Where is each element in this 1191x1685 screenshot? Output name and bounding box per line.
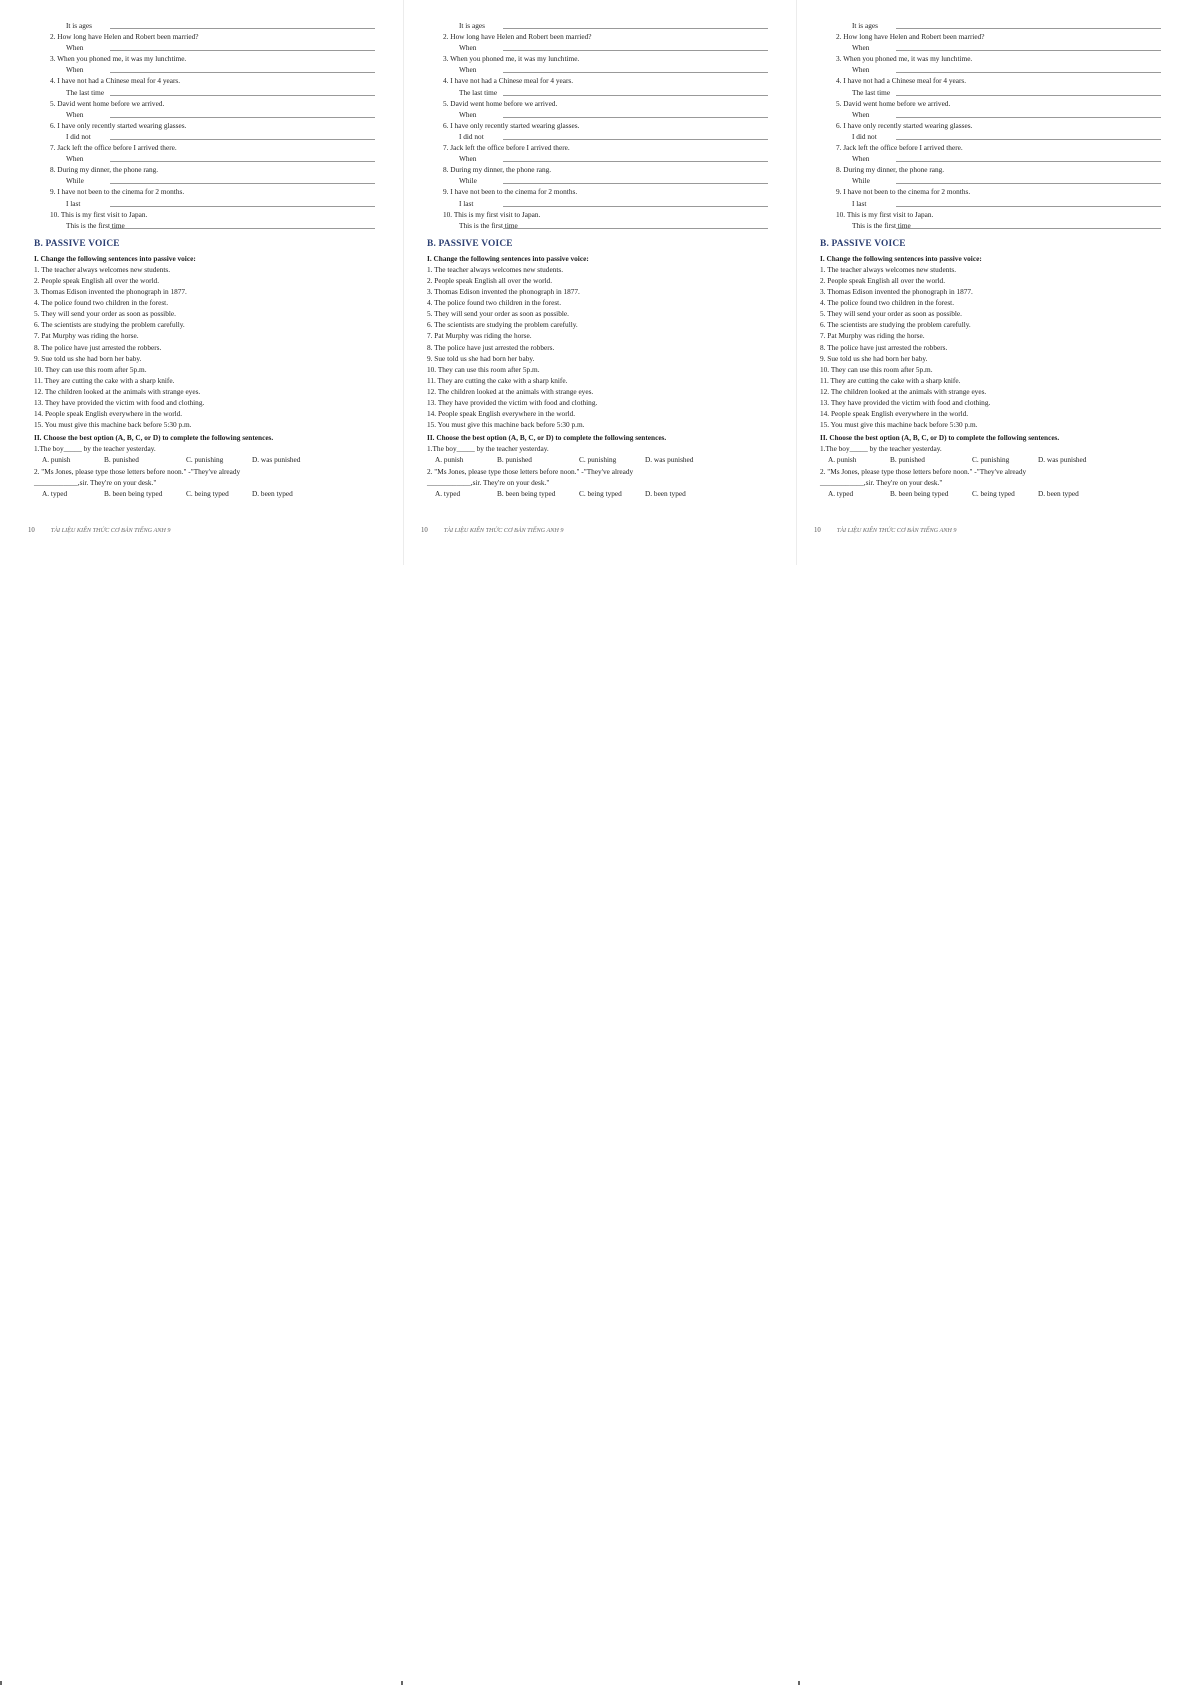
answer-option: B. been being typed <box>497 488 556 498</box>
book-title: TÀI LIỆU KIẾN THỨC CƠ BẢN TIẾNG ANH 9 <box>836 527 957 534</box>
line-text: 3. When you phoned me, it was my lunchtime. <box>50 54 187 64</box>
answer-options <box>808 488 1173 499</box>
answer-line <box>808 109 1173 120</box>
exercise-item: 12. The children looked at the animals with strange eyes. <box>820 386 987 396</box>
line-text: It is ages <box>852 21 878 30</box>
answer-line <box>808 131 1173 142</box>
exercise-item: 8. The police have just arrested the robbers. <box>34 342 162 352</box>
question: 2. "Ms Jones, please type those letters before noon." -"They've already <box>820 466 1027 476</box>
line-text: 9. I have not been to the cinema for 2 months. <box>836 187 971 197</box>
line-text: When <box>852 43 870 53</box>
line-text: 4. I have not had a Chinese meal for 4 years. <box>836 76 967 86</box>
exercise-heading: I. Change the following sentences into passive voice: <box>427 253 589 263</box>
answer-blank <box>503 206 768 207</box>
exercise-item: 7. Pat Murphy was riding the horse. <box>820 331 925 341</box>
page-footer <box>22 525 387 536</box>
rewrite-sentence <box>22 164 387 175</box>
line-text: I last <box>459 198 474 208</box>
answer-option: B. been being typed <box>890 488 949 498</box>
rewrite-sentence <box>415 31 780 42</box>
answer-line <box>415 42 780 53</box>
answer-line <box>415 175 780 186</box>
exercise-item: 12. The children looked at the animals with strange eyes. <box>34 386 201 396</box>
exercise-heading: I. Change the following sentences into passive voice: <box>34 253 196 263</box>
answer-line <box>415 64 780 75</box>
rewrite-sentence <box>22 75 387 86</box>
answer-option: A. punish <box>828 455 857 465</box>
line-text: 5. David went home before we arrived. <box>836 98 951 108</box>
line-text: When <box>459 65 477 75</box>
line-text: While <box>852 176 870 186</box>
answer-line <box>22 87 387 98</box>
answer-blank <box>503 117 768 118</box>
page-number: 10 <box>421 527 428 534</box>
exercise-item: 5. They will send your order as soon as possible. <box>427 309 569 319</box>
rewrite-sentence <box>415 186 780 197</box>
exercise-item: 2. People speak English all over the world. <box>820 275 946 285</box>
answer-line <box>22 131 387 142</box>
exercise-item: 1. The teacher always welcomes new students. <box>427 264 564 274</box>
exercise-item: 2. People speak English all over the world. <box>34 275 160 285</box>
rewrite-sentence <box>22 31 387 42</box>
line-text: I did not <box>852 131 877 141</box>
line-text: While <box>459 176 477 186</box>
exercise-item: 11. They are cutting the cake with a sharp knife. <box>427 375 568 385</box>
line-text: 4. I have not had a Chinese meal for 4 years. <box>443 76 574 86</box>
answer-options <box>22 488 387 499</box>
exercise-heading: II. Choose the best option (A, B, C, or D) to complete the following sentences. <box>427 433 667 443</box>
line-text: The last time <box>852 87 891 97</box>
book-title: TÀI LIỆU KIẾN THỨC CƠ BẢN TIẾNG ANH 9 <box>443 527 564 534</box>
exercise-item: 5. They will send your order as soon as possible. <box>34 309 176 319</box>
line-text: When <box>66 65 84 75</box>
rewrite-sentence <box>22 98 387 109</box>
line-text: 6. I have only recently started wearing glasses. <box>443 120 580 130</box>
exercise-item: 4. The police found two children in the forest. <box>34 298 169 308</box>
exercise-item: 4. The police found two children in the forest. <box>820 298 955 308</box>
page-number: 10 <box>814 527 821 534</box>
exercise-item: 9. Sue told us she had born her baby. <box>34 353 142 363</box>
answer-blank <box>110 161 375 162</box>
answer-blank <box>503 183 768 184</box>
rewrite-sentence <box>415 164 780 175</box>
exercise-item: 6. The scientists are studying the problem carefully. <box>427 320 578 330</box>
rewrite-sentence <box>415 142 780 153</box>
answer-options <box>415 454 780 465</box>
answer-blank <box>110 95 375 96</box>
answer-blank <box>110 72 375 73</box>
exercise-item: 1. The teacher always welcomes new students. <box>34 264 171 274</box>
answer-option: D. been typed <box>645 488 686 498</box>
line-text: It is ages <box>66 21 92 30</box>
exercise-heading: II. Choose the best option (A, B, C, or D) to complete the following sentences. <box>820 433 1060 443</box>
line-text: 5. David went home before we arrived. <box>443 98 558 108</box>
line-text: 3. When you phoned me, it was my lunchtime. <box>836 54 973 64</box>
exercise-item: 10. They can use this room after 5p.m. <box>820 364 933 374</box>
answer-option: D. was punished <box>1038 455 1087 465</box>
answer-line <box>808 220 1173 231</box>
section-title: B. PASSIVE VOICE <box>427 238 513 249</box>
line-text: When <box>852 109 870 119</box>
answer-option: A. punish <box>42 455 71 465</box>
line-text: 4. I have not had a Chinese meal for 4 years. <box>50 76 181 86</box>
question: 1.The boy_____ by the teacher yesterday. <box>34 444 156 454</box>
question: 1.The boy_____ by the teacher yesterday. <box>820 444 942 454</box>
section-title: B. PASSIVE VOICE <box>820 238 906 249</box>
answer-blank <box>896 95 1161 96</box>
line-text: While <box>66 176 84 186</box>
exercise-item: 3. Thomas Edison invented the phonograph in 1877. <box>34 287 187 297</box>
question-continued: ____________,sir. They're on your desk." <box>34 477 157 487</box>
answer-line <box>22 109 387 120</box>
exercise-heading: II. Choose the best option (A, B, C, or D) to complete the following sentences. <box>34 433 274 443</box>
answer-blank <box>503 95 768 96</box>
line-text: 9. I have not been to the cinema for 2 months. <box>50 187 185 197</box>
answer-blank <box>896 28 1161 29</box>
answer-blank <box>110 228 375 229</box>
answer-blank <box>896 50 1161 51</box>
answer-blank <box>896 183 1161 184</box>
line-text: This is the first time <box>459 220 518 230</box>
answer-option: A. typed <box>42 488 68 498</box>
line-text: I did not <box>66 131 91 141</box>
page-footer <box>415 525 780 536</box>
page-footer <box>808 525 1173 536</box>
rewrite-sentence <box>415 209 780 220</box>
rewrite-sentence <box>808 209 1173 220</box>
line-text: It is ages <box>459 21 485 30</box>
exercise-item: 15. You must give this machine back before 5:30 p.m. <box>820 420 978 430</box>
answer-blank <box>896 228 1161 229</box>
line-text: I last <box>852 198 867 208</box>
exercise-item: 5. They will send your order as soon as possible. <box>820 309 962 319</box>
line-text: The last time <box>459 87 498 97</box>
answer-blank <box>503 139 768 140</box>
rewrite-sentence <box>22 142 387 153</box>
rewrite-sentence <box>415 120 780 131</box>
line-text: 5. David went home before we arrived. <box>50 98 165 108</box>
line-text: 6. I have only recently started wearing glasses. <box>50 120 187 130</box>
answer-blank <box>503 161 768 162</box>
worksheet-page-2 <box>415 0 780 565</box>
exercise-item: 15. You must give this machine back before 5:30 p.m. <box>427 420 585 430</box>
answer-option: B. been being typed <box>104 488 163 498</box>
answer-option: C. being typed <box>186 488 229 498</box>
line-text: When <box>852 154 870 164</box>
section-title: B. PASSIVE VOICE <box>34 238 120 249</box>
line-text: This is the first time <box>66 220 125 230</box>
line-text: 7. Jack left the office before I arrived there. <box>50 143 177 153</box>
answer-option: C. punishing <box>186 455 224 465</box>
line-text: 2. How long have Helen and Robert been married? <box>443 32 592 42</box>
exercise-item: 4. The police found two children in the forest. <box>427 298 562 308</box>
rewrite-sentence <box>808 98 1173 109</box>
line-text: The last time <box>66 87 105 97</box>
rewrite-sentence <box>415 75 780 86</box>
exercise-item: 2. People speak English all over the world. <box>427 275 553 285</box>
answer-blank <box>503 28 768 29</box>
line-text: I did not <box>459 131 484 141</box>
answer-blank <box>896 206 1161 207</box>
exercise-item: 10. They can use this room after 5p.m. <box>34 364 147 374</box>
answer-option: B. punished <box>104 455 139 465</box>
answer-option: B. punished <box>890 455 925 465</box>
line-text: When <box>459 154 477 164</box>
question: 1.The boy_____ by the teacher yesterday. <box>427 444 549 454</box>
answer-option: D. was punished <box>645 455 694 465</box>
exercise-item: 11. They are cutting the cake with a sharp knife. <box>820 375 961 385</box>
page-edge-mark <box>798 1681 800 1685</box>
answer-line <box>415 153 780 164</box>
exercise-item: 7. Pat Murphy was riding the horse. <box>34 331 139 341</box>
line-text: 7. Jack left the office before I arrived there. <box>836 143 963 153</box>
answer-line <box>808 198 1173 209</box>
answer-blank <box>896 161 1161 162</box>
answer-line <box>22 153 387 164</box>
rewrite-sentence <box>22 53 387 64</box>
line-text: 10. This is my first visit to Japan. <box>836 209 934 219</box>
answer-option: A. typed <box>828 488 854 498</box>
exercise-item: 9. Sue told us she had born her baby. <box>820 353 928 363</box>
answer-line <box>22 220 387 231</box>
rewrite-sentence <box>808 142 1173 153</box>
rewrite-sentence <box>808 31 1173 42</box>
line-text: 6. I have only recently started wearing glasses. <box>836 120 973 130</box>
answer-line <box>808 153 1173 164</box>
answer-blank <box>110 28 375 29</box>
exercise-item: 11. They are cutting the cake with a sharp knife. <box>34 375 175 385</box>
exercise-item: 10. They can use this room after 5p.m. <box>427 364 540 374</box>
worksheet-page-1 <box>22 0 387 565</box>
line-text: 3. When you phoned me, it was my lunchtime. <box>443 54 580 64</box>
book-title: TÀI LIỆU KIẾN THỨC CƠ BẢN TIẾNG ANH 9 <box>50 527 171 534</box>
answer-options <box>22 454 387 465</box>
page-edge-mark <box>0 1681 2 1685</box>
answer-line <box>808 175 1173 186</box>
exercise-item: 14. People speak English everywhere in the world. <box>34 409 183 419</box>
answer-blank <box>110 139 375 140</box>
answer-line <box>415 87 780 98</box>
question-continued: ____________,sir. They're on your desk." <box>820 477 943 487</box>
line-text: When <box>66 109 84 119</box>
exercise-item: 3. Thomas Edison invented the phonograph in 1877. <box>427 287 580 297</box>
line-text: 10. This is my first visit to Japan. <box>50 209 148 219</box>
line-text: 9. I have not been to the cinema for 2 months. <box>443 187 578 197</box>
answer-blank <box>503 228 768 229</box>
exercise-item: 13. They have provided the victim with food and clothing. <box>34 398 205 407</box>
answer-line <box>808 42 1173 53</box>
answer-blank <box>896 72 1161 73</box>
answer-line <box>808 20 1173 31</box>
answer-line <box>808 87 1173 98</box>
answer-option: C. being typed <box>972 488 1015 498</box>
answer-line <box>808 64 1173 75</box>
exercise-item: 13. They have provided the victim with food and clothing. <box>820 398 991 407</box>
answer-blank <box>896 139 1161 140</box>
line-text: When <box>852 65 870 75</box>
answer-options <box>808 454 1173 465</box>
exercise-item: 8. The police have just arrested the robbers. <box>820 342 948 352</box>
answer-option: A. punish <box>435 455 464 465</box>
exercise-item: 6. The scientists are studying the problem carefully. <box>34 320 185 330</box>
page-edge-mark <box>401 1681 403 1685</box>
answer-option: D. been typed <box>252 488 293 498</box>
rewrite-sentence <box>808 75 1173 86</box>
rewrite-sentence <box>415 53 780 64</box>
line-text: 10. This is my first visit to Japan. <box>443 209 541 219</box>
worksheet-page-3 <box>808 0 1173 565</box>
rewrite-sentence <box>22 186 387 197</box>
exercise-item: 6. The scientists are studying the problem carefully. <box>820 320 971 330</box>
answer-line <box>22 20 387 31</box>
line-text: When <box>459 43 477 53</box>
exercise-item: 7. Pat Murphy was riding the horse. <box>427 331 532 341</box>
answer-option: C. punishing <box>579 455 617 465</box>
line-text: 8. During my dinner, the phone rang. <box>836 165 945 175</box>
answer-blank <box>896 117 1161 118</box>
line-text: I last <box>66 198 81 208</box>
exercise-item: 15. You must give this machine back before 5:30 p.m. <box>34 420 192 430</box>
line-text: When <box>459 109 477 119</box>
rewrite-sentence <box>808 186 1173 197</box>
question: 2. "Ms Jones, please type those letters before noon." -"They've already <box>34 466 241 476</box>
line-text: 2. How long have Helen and Robert been married? <box>50 32 199 42</box>
answer-line <box>415 109 780 120</box>
answer-blank <box>110 117 375 118</box>
answer-line <box>22 198 387 209</box>
answer-option: C. being typed <box>579 488 622 498</box>
line-text: 7. Jack left the office before I arrived there. <box>443 143 570 153</box>
answer-line <box>22 175 387 186</box>
exercise-item: 1. The teacher always welcomes new students. <box>820 264 957 274</box>
answer-option: A. typed <box>435 488 461 498</box>
rewrite-sentence <box>808 164 1173 175</box>
answer-option: D. been typed <box>1038 488 1079 498</box>
line-text: When <box>66 43 84 53</box>
answer-option: D. was punished <box>252 455 301 465</box>
answer-line <box>415 220 780 231</box>
answer-blank <box>110 183 375 184</box>
answer-line <box>415 131 780 142</box>
exercise-item: 13. They have provided the victim with food and clothing. <box>427 398 598 407</box>
answer-blank <box>110 50 375 51</box>
line-text: 8. During my dinner, the phone rang. <box>50 165 159 175</box>
answer-blank <box>503 50 768 51</box>
answer-line <box>22 42 387 53</box>
rewrite-sentence <box>415 98 780 109</box>
question-continued: ____________,sir. They're on your desk." <box>427 477 550 487</box>
answer-option: B. punished <box>497 455 532 465</box>
exercise-item: 9. Sue told us she had born her baby. <box>427 353 535 363</box>
line-text: 8. During my dinner, the phone rang. <box>443 165 552 175</box>
rewrite-sentence <box>808 120 1173 131</box>
exercise-heading: I. Change the following sentences into passive voice: <box>820 253 982 263</box>
column-divider <box>796 0 797 565</box>
rewrite-sentence <box>22 209 387 220</box>
line-text: When <box>66 154 84 164</box>
answer-line <box>22 64 387 75</box>
answer-option: C. punishing <box>972 455 1010 465</box>
line-text: 2. How long have Helen and Robert been married? <box>836 32 985 42</box>
line-text: This is the first time <box>852 220 911 230</box>
column-divider <box>403 0 404 565</box>
exercise-item: 14. People speak English everywhere in the world. <box>820 409 969 419</box>
answer-blank <box>110 206 375 207</box>
exercise-item: 14. People speak English everywhere in the world. <box>427 409 576 419</box>
exercise-item: 3. Thomas Edison invented the phonograph in 1877. <box>820 287 973 297</box>
answer-line <box>415 198 780 209</box>
answer-line <box>415 20 780 31</box>
question: 2. "Ms Jones, please type those letters before noon." -"They've already <box>427 466 634 476</box>
exercise-item: 8. The police have just arrested the robbers. <box>427 342 555 352</box>
answer-options <box>415 488 780 499</box>
answer-blank <box>503 72 768 73</box>
page-number: 10 <box>28 527 35 534</box>
rewrite-sentence <box>808 53 1173 64</box>
exercise-item: 12. The children looked at the animals with strange eyes. <box>427 386 594 396</box>
rewrite-sentence <box>22 120 387 131</box>
